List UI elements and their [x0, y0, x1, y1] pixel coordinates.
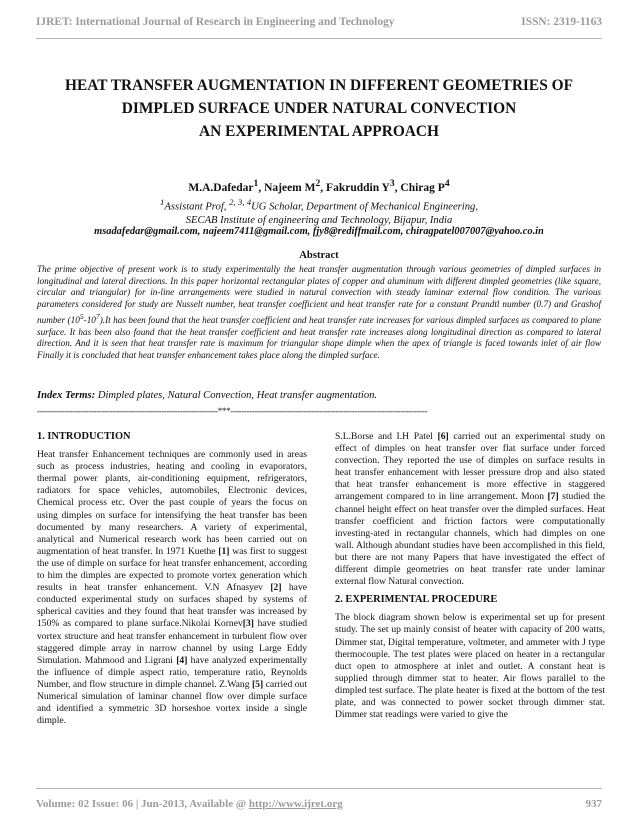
affil-role-1: Assistant Prof, — [164, 201, 230, 213]
procedure-heading: 2. EXPERIMENTAL PROCEDURE — [335, 594, 498, 606]
index-terms-text: Dimpled plates, Natural Convection, Heat transfer augmentation. — [95, 390, 378, 401]
abstract-body: The prime objective of present work is to study experimentally the heat transfer augmentation through various geometries of dimpled surfaces in longitudinal and lateral directions. In this paper horizontal rectangular plates of copper and aluminum with different dimpled geometries (like square, circular and triangular) for in-line arrangements were studied in natural convection with steady laminar external flow condition. The various parameters considered for study are Nusselt number, heat transfer coefficient and heat transfer rate for a constant Prandtl number (0.7) and Grashof number $(10^5-10^7).It$ has been found that the heat transfer coefficient and heat transfer rate increases for various dimpled surfaces as compared to plane surface. It has been also found that the heat transfer coefficient and heat transfer rate increases along longitudinal direction as compared to lateral direction. And it is seen that heat transfer rate is maximum for triangular shape dimple when the apex of triangle is faced towards inlet of air flow Finally it is concluded that heat transfer enhancement takes place along the dimpled surface. — [37, 264, 601, 360]
intro-heading: 1. INTRODUCTION — [37, 431, 131, 442]
running-footer — [36, 798, 602, 810]
author-3: , Fakruddin Y — [320, 181, 390, 194]
index-terms — [37, 390, 607, 401]
header-rule — [36, 38, 602, 39]
left-column — [37, 431, 307, 733]
intro-paragraph-2: S.L.Borse and I.H Patel [6] carried out an experimental study on effect of dimples on heat transfer over flat surface under forced convection. They reported the use of dimples on surface results in heat transfer enhancement with lesser pressure drop and also stated that heat transfer enhancement is more effective in staggered arrangement compared to in line arrangement. Moon [7] studied the channel height effect on heat transfer over the dimpled surfaces. Heat transfer coefficient and friction factors were computationally investing-ated in rectangular channels, which had dimples on one wall. Although abundant studies have been accomplished in this field, but there are not many Papers that have investigated the effect of different dimple geometries on heat transfer rate under laminar external flow Natural convection. — [335, 431, 606, 588]
title-line-2: DIMPLED SURFACE UNDER NATURAL CONVECTION — [121, 100, 517, 117]
author-1: M.A.Dafedar — [188, 181, 254, 194]
section-separator: -------------------------------------------------------------------***------------------------------------------------------------------------- — [37, 406, 428, 416]
footer-rule — [36, 788, 602, 789]
journal-url-link[interactable]: http://www.ijret.org — [248, 798, 343, 810]
author-2: , Najeem M — [258, 181, 316, 194]
journal-name: IJRET: International Journal of Research in Engineering and Technology — [36, 16, 395, 28]
running-header — [36, 16, 602, 34]
affil-role-2: UG Scholar, Department of Mechanical Engineering, — [251, 201, 478, 213]
author-emails: msadafedar@gmail.com, najeem7411@gmail.com, fjy8@rediffmail.com, chiragpatel007007@yahoo.co.in — [94, 226, 544, 237]
author-2-sup: 2 — [315, 178, 321, 189]
author-4: , Chirag P — [394, 181, 445, 194]
abstract-heading: Abstract — [299, 250, 339, 261]
footer-volume: Volume: 02 Issue: 06 | Jun-2013, Available @ http://www.ijret.org — [36, 798, 343, 810]
author-4-sup: 4 — [444, 178, 450, 189]
right-column — [335, 431, 605, 727]
index-terms-label: Index Terms: — [37, 390, 96, 401]
issn: ISSN: 2319-1163 — [521, 16, 602, 28]
affil-institute: SECAB Institute of engineering and Technology, Bijapur, India — [185, 214, 453, 226]
title-line-1: HEAT TRANSFER AUGMENTATION IN DIFFERENT GEOMETRIES OF — [65, 77, 573, 94]
affil-sup-1: 1 — [160, 197, 165, 207]
affiliation — [0, 196, 638, 227]
intro-paragraph-1: Heat transfer Enhancement techniques are commonly used in areas such as process industries, heating and cooling in evaporators, thermal power plants, air-conditioning equipment, refrigerators, radiators for space vehicles, automobiles, Electronic devices, Chemical process etc. Over the past couple of years the focus on using dimples on surface for intensifying the heat transfer has been documented by many researchers. A variety of experimental, analytical and Numerical research work has been carried out on augmentation of heat transfer. In 1971 Kuethe [1] was first to suggest the use of dimple on surface for heat transfer enhancement, according to him the dimples are expected to promote vortex generation which results in heat transfer enhancement. V.N Afnasyev [2] have conducted experimental study on surfaces shaped by systems of spherical cavities and they found that heat transfer was increased by 150% as compared to plane surface.Nikolai Kornev[3] have studied vortex structure and heat transfer enhancement in turbulent flow over staggered dimple array in narrow channel by using Large Eddy Simulation. Mahmood and Ligrani [4] have analyzed experimentally the influence of dimple aspect ratio, temperature ratio, Reynolds Number, and flow structure in dimple channel. Z.Wang [5] carried out Numerical simulation of laminar channel flow over dimple surface and identified a symmetric 3D horseshoe vortex inside a single dimple. — [37, 449, 308, 727]
paper-title — [30, 74, 608, 143]
author-1-sup: 1 — [253, 178, 259, 189]
title-line-3: AN EXPERIMENTAL APPROACH — [199, 123, 439, 140]
author-list — [0, 178, 638, 194]
procedure-paragraph: The block diagram shown below is experimental set up for present study. The set up mainly consist of heater with capacity of 200 watts, Dimmer stat, Digital temperature, voltmeter, and ammeter with J type thermocouple. The test plates were placed on heater in a rectangular duct open to atmosphere at inlet and outlet. A constant heat is supplied through dimmer stat to heater. Air flows parallel to the dimpled test surface. The plate heater is fixed at the bottom of the test plate, and was connected to power socket through dimmer stat. Dimmer stat readings were varied to give the — [335, 612, 605, 721]
author-3-sup: 3 — [389, 178, 395, 189]
affil-sup-2: 2, 3, 4 — [229, 197, 252, 207]
page-number: 937 — [585, 798, 602, 810]
